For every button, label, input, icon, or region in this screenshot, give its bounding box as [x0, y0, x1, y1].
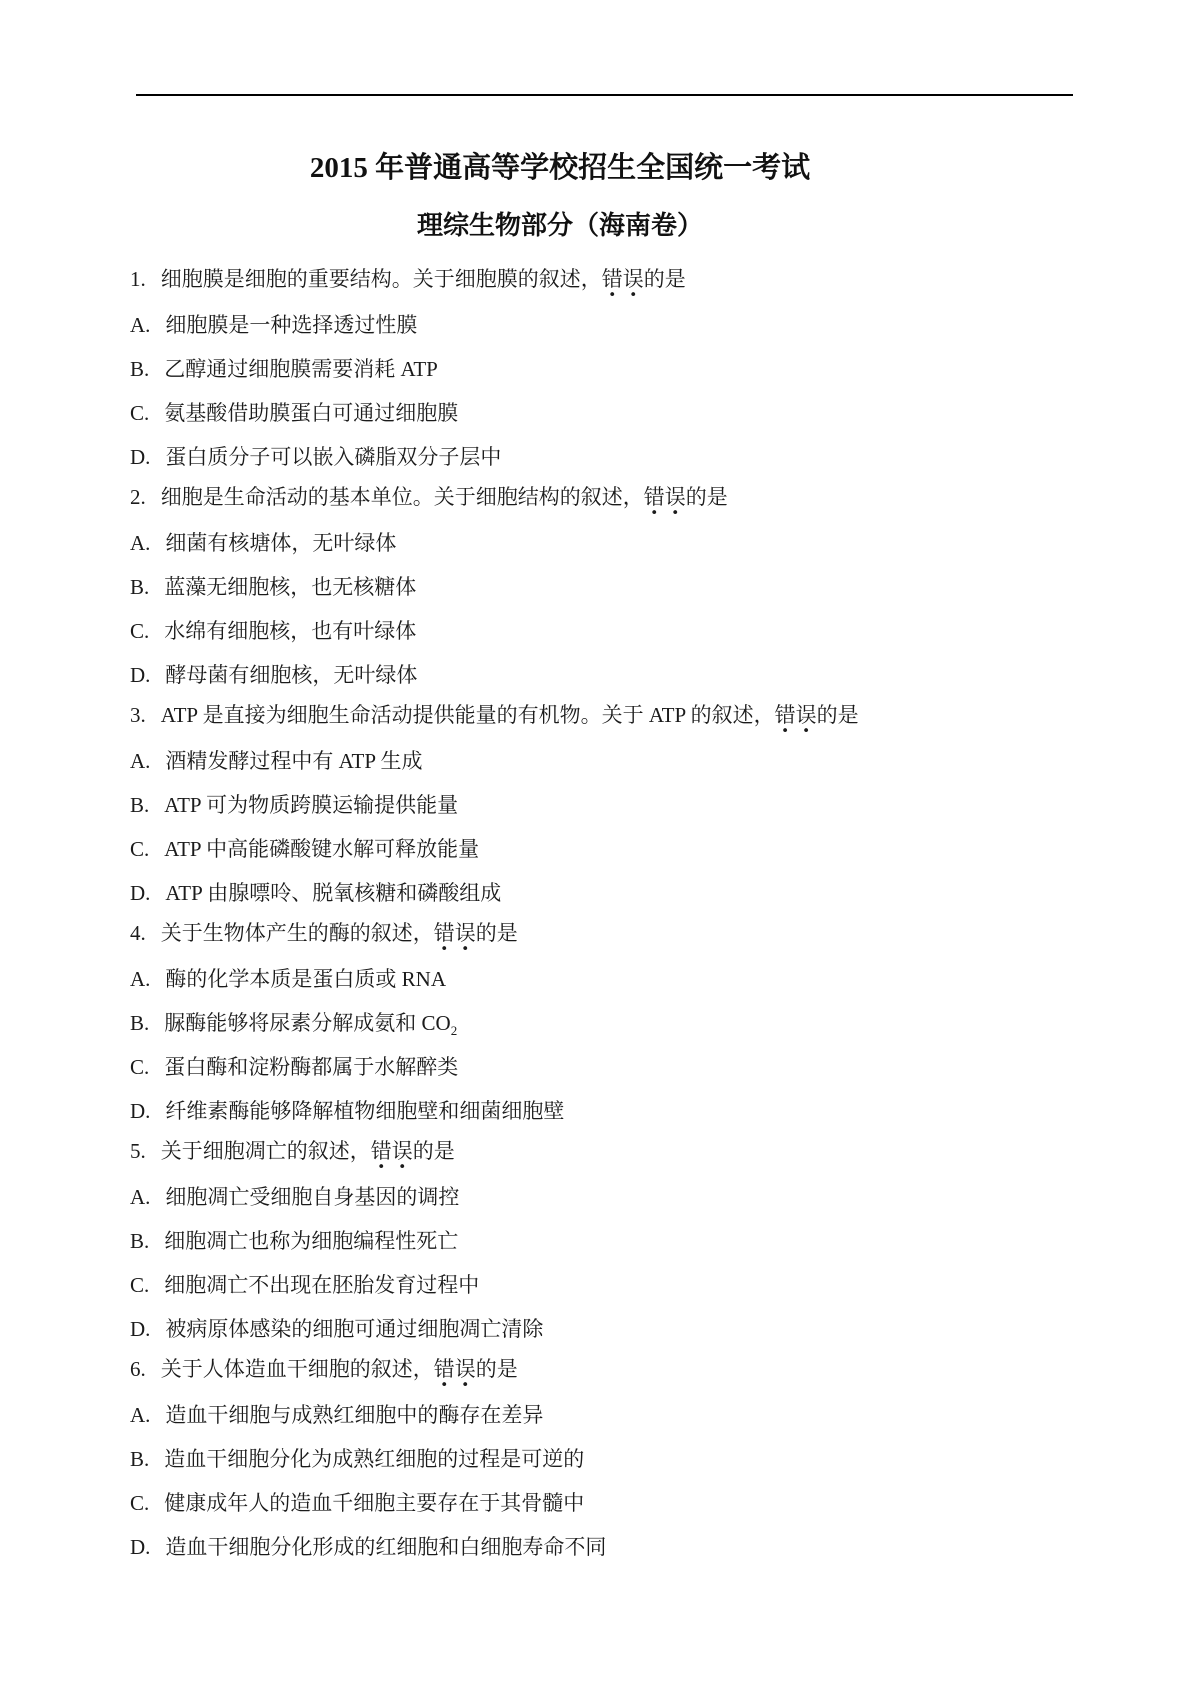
option-label: D.	[130, 1099, 151, 1123]
option-text: 细胞凋亡也称为细胞编程性死亡	[164, 1229, 459, 1253]
stem-emphasis: 错误 ・・	[602, 268, 644, 290]
option-text: 蛋白酶和淀粉酶都属于水解醉类	[164, 1055, 459, 1079]
option-b	[130, 1230, 990, 1252]
option-a	[130, 1186, 990, 1208]
option-label: A.	[130, 313, 151, 337]
stem-text-end: 的是	[475, 1357, 518, 1381]
option-b	[130, 794, 990, 816]
option-text: 健康成年人的造血千细胞主要存在于其骨髓中	[164, 1491, 585, 1515]
question-1	[130, 268, 990, 468]
stem-text-end: 的是	[412, 1139, 455, 1163]
question-stem	[130, 1358, 990, 1380]
option-a	[130, 750, 990, 772]
stem-emphasis: 错误 ・・	[644, 486, 686, 508]
option-c	[130, 1056, 990, 1078]
option-c	[130, 1274, 990, 1296]
option-d	[130, 1536, 990, 1558]
stem-text-end: 的是	[685, 485, 728, 509]
stem-text-end: 的是	[475, 921, 518, 945]
option-label: A.	[130, 967, 151, 991]
option-a	[130, 314, 990, 336]
option-text: 被病原体感染的细胞可通过细胞凋亡清除	[165, 1317, 544, 1341]
question-stem	[130, 1140, 990, 1162]
stem-emphasis: 错误 ・・	[371, 1140, 413, 1162]
option-d	[130, 1318, 990, 1340]
question-3	[130, 704, 990, 904]
stem-text: ATP 是直接为细胞生命活动提供能量的有机物。关于 ATP 的叙述，	[160, 703, 775, 727]
question-number: 4.	[130, 921, 146, 945]
option-a	[130, 1404, 990, 1426]
stem-emphasis: 错误 ・・	[775, 704, 817, 726]
option-a	[130, 532, 990, 554]
option-label: B.	[130, 793, 150, 817]
question-number: 1.	[130, 267, 146, 291]
page-title: 2015 年普通高等学校招生全国统一考试	[309, 152, 811, 184]
option-text: 酶的化学本质是蛋白质或 RNA	[165, 967, 447, 991]
question-number: 2.	[130, 485, 146, 509]
option-label: A.	[130, 1403, 151, 1427]
subscript-2: 2	[450, 1023, 458, 1039]
option-label: C.	[130, 837, 150, 861]
question-stem	[130, 704, 990, 726]
stem-text: 关于生物体产生的酶的叙述，	[160, 921, 434, 945]
option-text: 水绵有细胞核，也有叶绿体	[164, 619, 417, 643]
option-d	[130, 664, 990, 686]
question-stem	[130, 922, 990, 944]
option-c	[130, 1492, 990, 1514]
question-6	[130, 1358, 990, 1558]
option-label: D.	[130, 1535, 151, 1559]
question-5	[130, 1140, 990, 1340]
option-text: 细胞膜是一种选择透过性膜	[165, 313, 418, 337]
option-text: 蛋白质分子可以嵌入磷脂双分子层中	[165, 445, 502, 469]
option-label: C.	[130, 619, 150, 643]
option-d	[130, 1100, 990, 1122]
question-number: 5.	[130, 1139, 146, 1163]
stem-text: 细胞是生命活动的基本单位。关于细胞结构的叙述，	[160, 485, 644, 509]
option-label: A.	[130, 531, 151, 555]
option-label: C.	[130, 1055, 150, 1079]
option-label: D.	[130, 1317, 151, 1341]
stem-text: 细胞膜是细胞的重要结构。关于细胞膜的叙述，	[160, 267, 602, 291]
stem-text: 关于人体造血干细胞的叙述，	[160, 1357, 434, 1381]
option-label: B.	[130, 1011, 150, 1035]
option-d	[130, 882, 990, 904]
option-label: D.	[130, 445, 151, 469]
option-label: B.	[130, 357, 150, 381]
option-c	[130, 620, 990, 642]
question-stem	[130, 486, 990, 508]
option-a	[130, 968, 990, 990]
option-label: C.	[130, 1491, 150, 1515]
stem-emphasis: 错误 ・・	[434, 922, 476, 944]
option-text: 乙醇通过细胞膜需要消耗 ATP	[164, 357, 438, 381]
stem-text: 关于细胞凋亡的叙述，	[160, 1139, 371, 1163]
option-label: C.	[130, 1273, 150, 1297]
option-b	[130, 576, 990, 598]
option-text: ATP 可为物质跨膜运输提供能量	[164, 793, 459, 817]
option-text: ATP 由腺嘌呤、脱氧核糖和磷酸组成	[165, 881, 502, 905]
option-text: 纤维素酶能够降解植物细胞壁和细菌细胞壁	[165, 1099, 565, 1123]
option-label: A.	[130, 749, 151, 773]
option-b	[130, 358, 990, 380]
option-label: B.	[130, 1447, 150, 1471]
option-label: C.	[130, 401, 150, 425]
option-text: 脲酶能够将尿素分解成氨和 CO	[164, 1011, 451, 1035]
option-text: 细胞凋亡受细胞自身基因的调控	[165, 1185, 460, 1209]
option-text: 细胞凋亡不出现在胚胎发育过程中	[164, 1273, 480, 1297]
option-text: 造血干细胞分化为成熟红细胞的过程是可逆的	[164, 1447, 585, 1471]
option-label: A.	[130, 1185, 151, 1209]
option-text: 细菌有核塘体，无叶绿体	[165, 531, 397, 555]
option-b	[130, 1448, 990, 1470]
question-number: 3.	[130, 703, 146, 727]
option-label: B.	[130, 1229, 150, 1253]
option-text: 酵母菌有细胞核，无叶绿体	[165, 663, 418, 687]
option-text: 蓝藻无细胞核，也无核糖体	[164, 575, 417, 599]
option-label: B.	[130, 575, 150, 599]
stem-text-end: 的是	[816, 703, 859, 727]
stem-text-end: 的是	[643, 267, 686, 291]
option-text: 造血干细胞分化形成的红细胞和白细胞寿命不同	[165, 1535, 607, 1559]
option-text: 造血干细胞与成熟红细胞中的酶存在差异	[165, 1403, 544, 1427]
option-text: 氨基酸借助膜蛋白可通过细胞膜	[164, 401, 459, 425]
option-c	[130, 838, 990, 860]
option-d	[130, 446, 990, 468]
questions-list	[130, 268, 990, 1558]
option-text: 酒精发酵过程中有 ATP 生成	[165, 749, 423, 773]
question-2	[130, 486, 990, 686]
stem-emphasis: 错误 ・・	[434, 1358, 476, 1380]
question-stem	[130, 268, 990, 290]
question-4	[130, 922, 990, 1122]
option-label: D.	[130, 663, 151, 687]
page-content	[130, 0, 990, 1576]
option-text: ATP 中高能磷酸键水解可释放能量	[164, 837, 480, 861]
option-b	[130, 1011, 990, 1039]
option-label: D.	[130, 881, 151, 905]
question-number: 6.	[130, 1357, 146, 1381]
page-subtitle: 理综生物部分（海南卷）	[416, 211, 703, 240]
option-c	[130, 402, 990, 424]
